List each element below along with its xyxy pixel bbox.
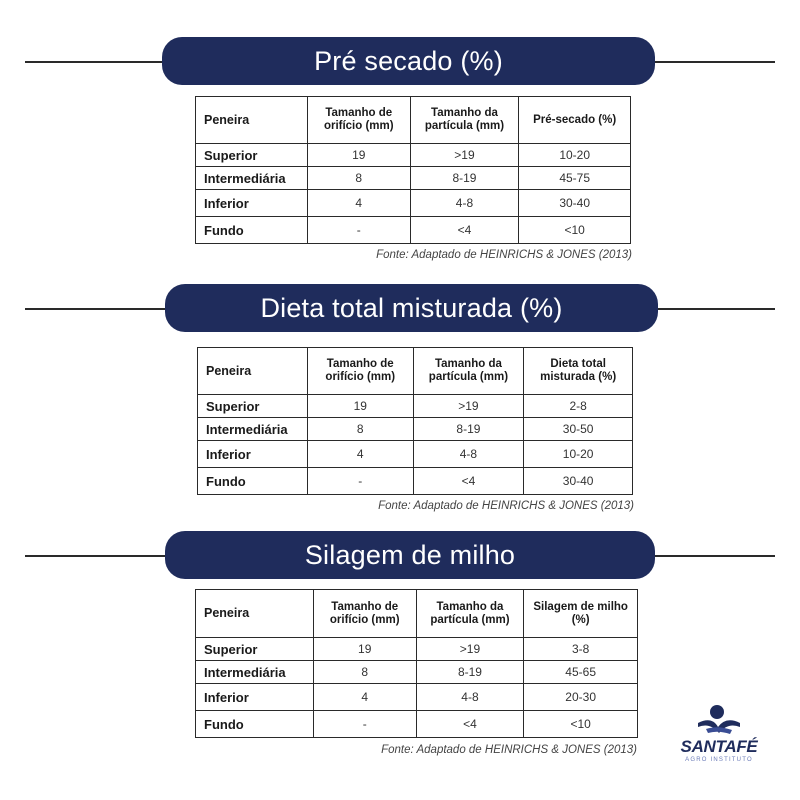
- table-header: Tamanho de orifício (mm): [307, 348, 413, 395]
- section-title: Dieta total misturada (%): [165, 284, 658, 332]
- table-cell: Fundo: [198, 468, 308, 495]
- table-header: Peneira: [196, 590, 314, 638]
- table-cell: 8: [307, 418, 413, 441]
- table-cell: Intermediária: [196, 661, 314, 684]
- table-row: [196, 190, 631, 217]
- section-title: Pré secado (%): [162, 37, 655, 85]
- table-row: [196, 711, 638, 738]
- table-cell: Fundo: [196, 711, 314, 738]
- table-cell: 4: [313, 684, 416, 711]
- table-cell: Inferior: [196, 190, 308, 217]
- table-row: [196, 661, 638, 684]
- table-row: [196, 144, 631, 167]
- table-header: Pré-secado (%): [519, 97, 631, 144]
- table-cell: 8: [307, 167, 410, 190]
- table-header: Peneira: [198, 348, 308, 395]
- table-row: [196, 638, 638, 661]
- table-row: [196, 167, 631, 190]
- source-note: Fonte: Adaptado de HEINRICHS & JONES (2013): [378, 500, 634, 512]
- table-header: Tamanho da partícula (mm): [410, 97, 519, 144]
- table-cell: 2-8: [524, 395, 633, 418]
- table-cell: <10: [519, 217, 631, 244]
- table-cell: 10-20: [524, 441, 633, 468]
- table-cell: -: [313, 711, 416, 738]
- table-cell: >19: [413, 395, 524, 418]
- table-cell: Intermediária: [198, 418, 308, 441]
- table-header: Tamanho da partícula (mm): [416, 590, 524, 638]
- table-cell: >19: [410, 144, 519, 167]
- table-row: [198, 468, 633, 495]
- table-cell: Superior: [198, 395, 308, 418]
- table-cell: 4-8: [416, 684, 524, 711]
- table-row: [196, 684, 638, 711]
- table-row: [198, 441, 633, 468]
- section-title: Silagem de milho: [165, 531, 655, 579]
- table-cell: <4: [413, 468, 524, 495]
- table-row: [198, 395, 633, 418]
- brand-name: SANTAFÉ: [680, 737, 758, 756]
- brand-subtitle: AGRO INSTITUTO: [685, 757, 753, 763]
- table-cell: 8: [313, 661, 416, 684]
- source-note: Fonte: Adaptado de HEINRICHS & JONES (2013): [376, 249, 632, 261]
- table-header: Tamanho da partícula (mm): [413, 348, 524, 395]
- table-cell: 4: [307, 190, 410, 217]
- data-table: [195, 589, 638, 738]
- table-header: Dieta total misturada (%): [524, 348, 633, 395]
- table-cell: 30-40: [519, 190, 631, 217]
- table-cell: Inferior: [198, 441, 308, 468]
- table-cell: 8-19: [416, 661, 524, 684]
- person-reading-icon: [676, 703, 762, 739]
- table-cell: 45-65: [524, 661, 638, 684]
- table-cell: -: [307, 468, 413, 495]
- table-cell: -: [307, 217, 410, 244]
- table-cell: 10-20: [519, 144, 631, 167]
- table-cell: <4: [410, 217, 519, 244]
- source-note: Fonte: Adaptado de HEINRICHS & JONES (2013): [381, 744, 637, 756]
- table-cell: 8-19: [413, 418, 524, 441]
- table-cell: <10: [524, 711, 638, 738]
- table-cell: 30-50: [524, 418, 633, 441]
- table-cell: 4-8: [410, 190, 519, 217]
- table-cell: Superior: [196, 144, 308, 167]
- table-cell: Superior: [196, 638, 314, 661]
- data-table: [195, 96, 631, 244]
- table-cell: 4: [307, 441, 413, 468]
- table-row: [198, 418, 633, 441]
- table-cell: Inferior: [196, 684, 314, 711]
- table-cell: 4-8: [413, 441, 524, 468]
- table-cell: <4: [416, 711, 524, 738]
- table-cell: 19: [313, 638, 416, 661]
- table-header: Tamanho de orifício (mm): [313, 590, 416, 638]
- table-cell: 19: [307, 144, 410, 167]
- table-header: Tamanho de orifício (mm): [307, 97, 410, 144]
- table-cell: Fundo: [196, 217, 308, 244]
- data-table: [197, 347, 633, 495]
- table-header: Peneira: [196, 97, 308, 144]
- table-cell: 20-30: [524, 684, 638, 711]
- table-cell: Intermediária: [196, 167, 308, 190]
- brand-logo: [676, 703, 762, 769]
- table-row: [196, 217, 631, 244]
- table-cell: 30-40: [524, 468, 633, 495]
- table-header: Silagem de milho (%): [524, 590, 638, 638]
- table-cell: 19: [307, 395, 413, 418]
- table-cell: >19: [416, 638, 524, 661]
- table-cell: 8-19: [410, 167, 519, 190]
- table-cell: 3-8: [524, 638, 638, 661]
- table-cell: 45-75: [519, 167, 631, 190]
